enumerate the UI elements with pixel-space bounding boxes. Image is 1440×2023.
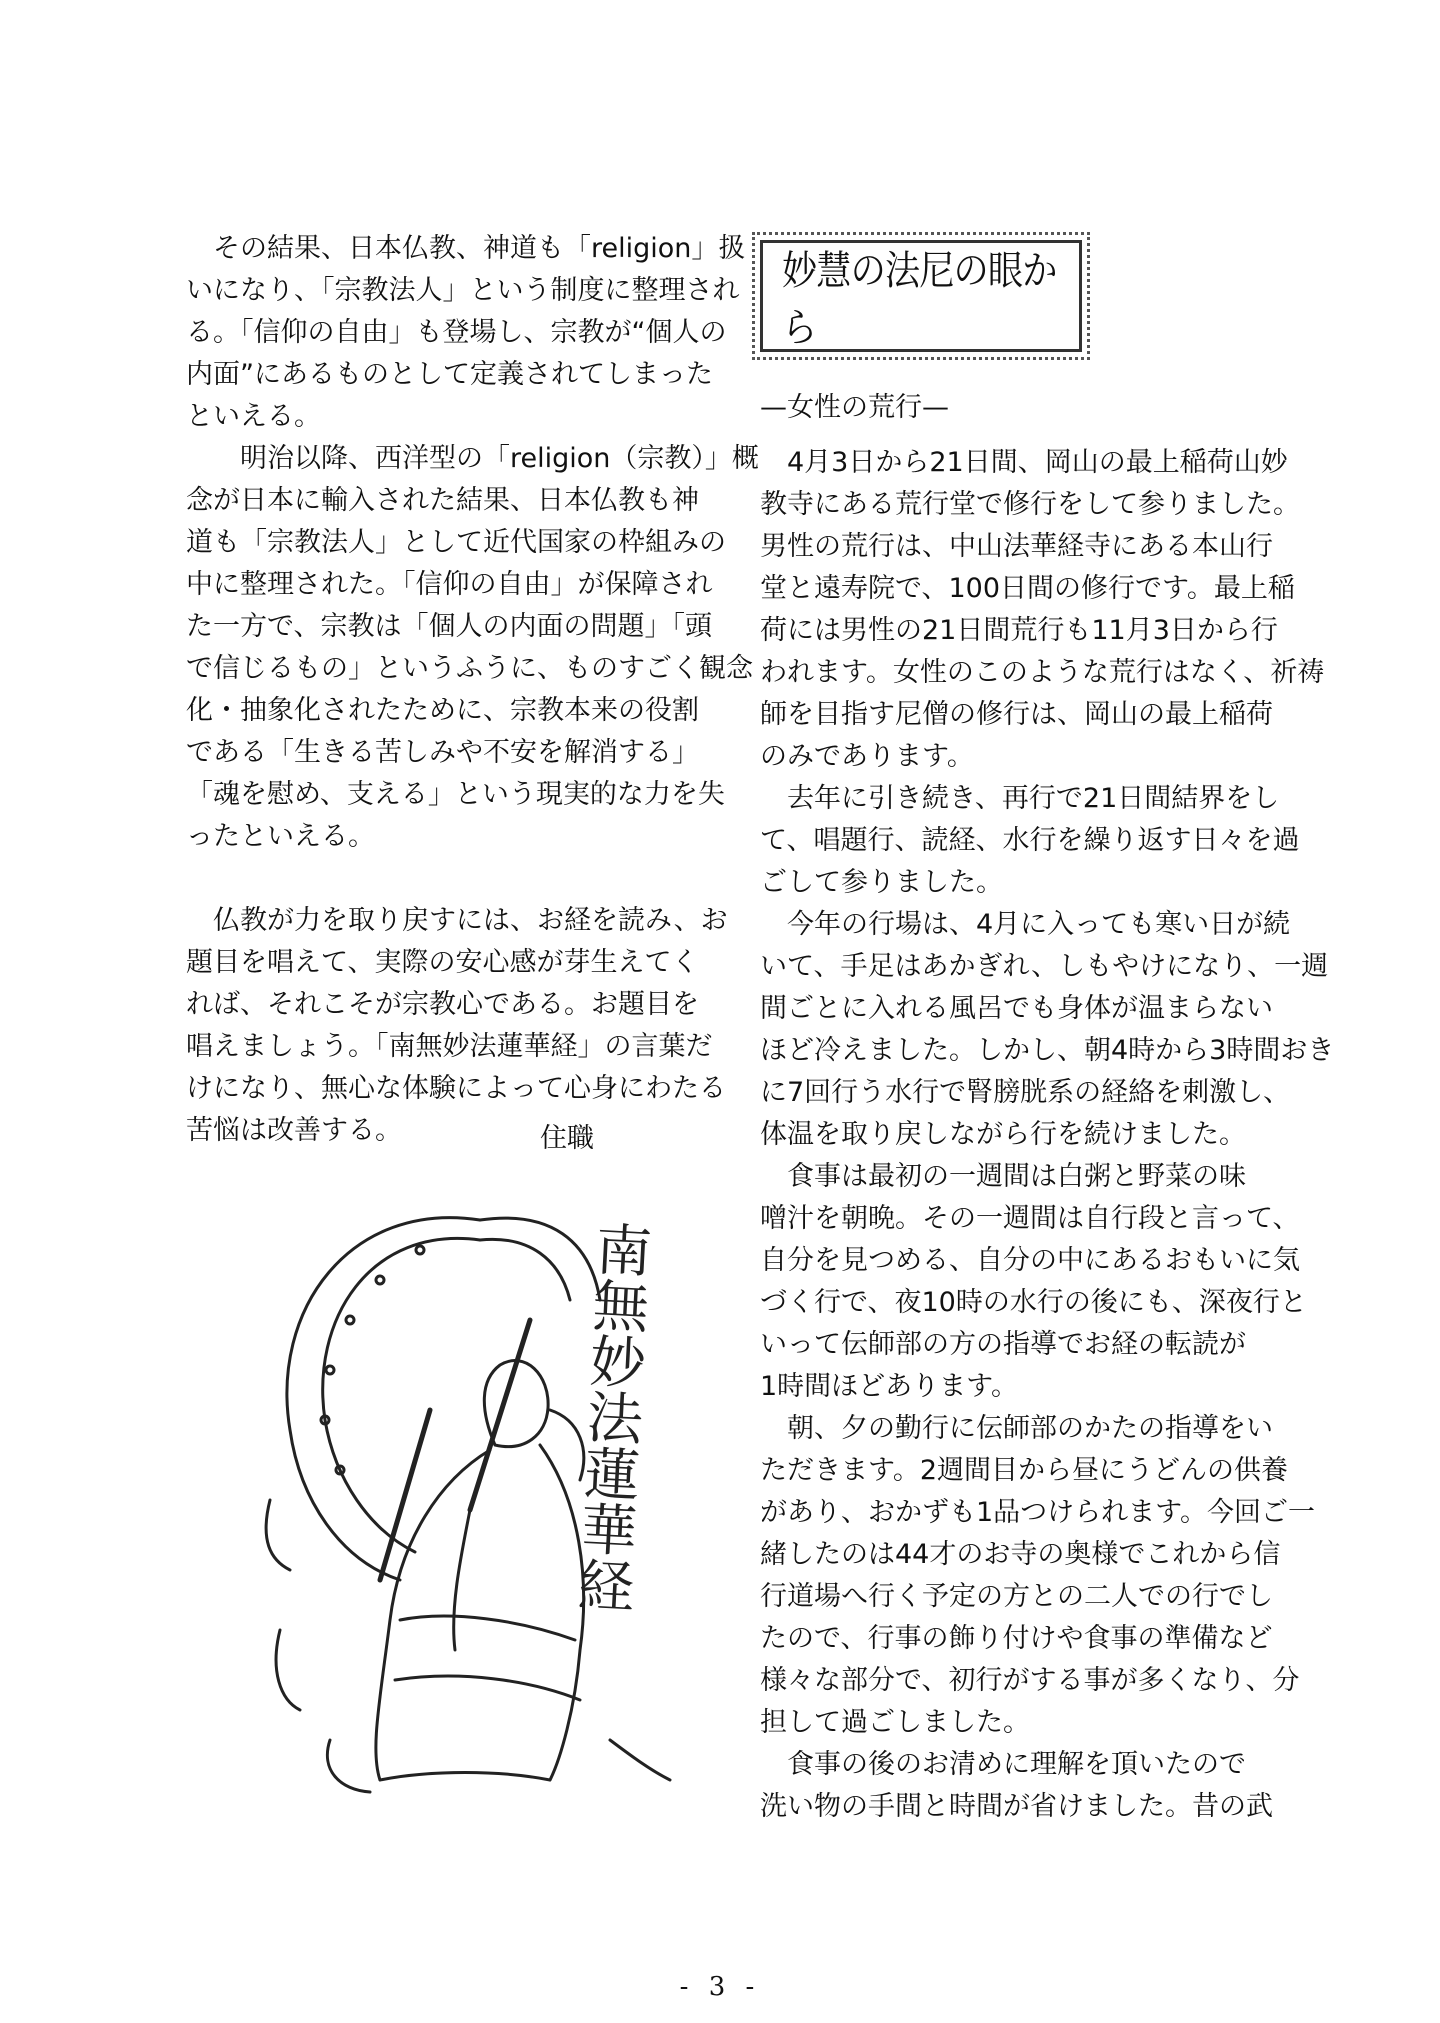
text-line: れば、それこそが宗教心である。お題目を bbox=[186, 989, 699, 1020]
text-line: 間ごとに入れる風呂でも身体が温まらない bbox=[760, 993, 1273, 1024]
text-line: 食事の後のお清めに理解を頂いたので bbox=[760, 1749, 1246, 1780]
text-line: けになり、無心な体験によって心身にわたる bbox=[186, 1073, 726, 1104]
text-line: 内面”にあるものとして定義されてしまった bbox=[186, 359, 713, 390]
text-line: 「魂を慰め、支える」という現実的な力を失 bbox=[186, 779, 725, 810]
text-line: る。「信仰の自由」も登場し、宗教が“個人の bbox=[186, 317, 727, 348]
text-line: 化・抽象化されたために、宗教本来の役割 bbox=[186, 695, 699, 726]
text-line: である「生きる苦しみや不安を解消する」 bbox=[186, 737, 699, 768]
author-signature: 住職 bbox=[540, 1123, 594, 1154]
text-line: 噌汁を朝晩。その一週間は自行段と言って、 bbox=[760, 1203, 1300, 1234]
text-line: 自分を見つめる、自分の中にあるおもいに気 bbox=[760, 1245, 1300, 1276]
text-line: 4月3日から21日間、岡山の最上稲荷山妙 bbox=[760, 447, 1288, 478]
text-line: 荷には男性の21日間荒行も11月3日から行 bbox=[760, 615, 1278, 646]
text-line: 中に整理された。「信仰の自由」が保障され bbox=[186, 569, 713, 600]
text-line: 仏教が力を取り戻すには、お経を読み、お bbox=[186, 905, 728, 936]
text-line: 男性の荒行は、中山法華経寺にある本山行 bbox=[760, 531, 1273, 562]
text-line: といえる。 bbox=[186, 401, 321, 432]
text-line: いって伝師部の方の指導でお経の転読が bbox=[760, 1329, 1246, 1360]
column-title: 妙慧の法尼の眼から bbox=[781, 248, 1057, 351]
calligraphy-namu-myoho-renge-kyo: 南無妙法蓮華経 bbox=[567, 1219, 654, 1615]
text-line: 題目を唱えて、実際の安心感が芽生えてく bbox=[186, 947, 699, 978]
text-line: ったといえる。 bbox=[186, 821, 375, 852]
text-line: われます。女性のこのような荒行はなく、祈祷 bbox=[760, 657, 1325, 688]
text-line: 唱えましょう。「南無妙法蓮華経」の言葉だ bbox=[186, 1031, 713, 1062]
text-line: があり、おかずも1品つけられます。今回ご一 bbox=[760, 1497, 1316, 1528]
text-line: のみであります。 bbox=[760, 741, 974, 772]
text-line: 今年の行場は、4月に入っても寒い日が続 bbox=[760, 909, 1291, 940]
text-line: 緒したのは44才のお寺の奥様でこれから信 bbox=[760, 1539, 1281, 1570]
text-line: 堂と遠寿院で、100日間の修行です。最上稲 bbox=[760, 573, 1295, 604]
page-number: - 3 - bbox=[679, 1972, 761, 2002]
text-line: 明治以降、西洋型の「religion（宗教）」概 bbox=[186, 443, 759, 474]
left-column bbox=[186, 228, 759, 1152]
text-line: で信じるもの」というふうに、ものすごく観念 bbox=[186, 653, 753, 684]
text-line: 朝、夕の勤行に伝師部のかたの指導をい bbox=[760, 1413, 1273, 1444]
text-line: 担して過ごしました。 bbox=[760, 1707, 1030, 1738]
text-line: いて、手足はあかぎれ、しもやけになり、一週 bbox=[760, 951, 1329, 982]
text-line: いになり、「宗教法人」という制度に整理され bbox=[186, 275, 740, 306]
text-line: 念が日本に輸入された結果、日本仏教も神 bbox=[186, 485, 699, 516]
text-line bbox=[186, 858, 726, 900]
text-line: 1時間ほどあります。 bbox=[760, 1371, 1019, 1402]
text-line: ごして参りました。 bbox=[760, 867, 1003, 898]
text-line: 道も「宗教法人」として近代国家の枠組みの bbox=[186, 527, 726, 558]
text-line: 苦悩は改善する。 bbox=[186, 1115, 402, 1146]
text-line: ただきます。2週間目から昼にうどんの供養 bbox=[760, 1455, 1289, 1486]
text-line: 師を目指す尼僧の修行は、岡山の最上稲荷 bbox=[760, 699, 1273, 730]
text-line: て、唱題行、読経、水行を繰り返す日々を過 bbox=[760, 825, 1300, 856]
text-line: 洗い物の手間と時間が省けました。昔の武 bbox=[760, 1791, 1273, 1822]
text-line: たので、行事の飾り付けや食事の準備など bbox=[760, 1623, 1273, 1654]
text-line: 体温を取り戻しながら行を続けました。 bbox=[760, 1119, 1246, 1150]
text-line: た一方で、宗教は「個人の内面の問題」「頭 bbox=[186, 611, 712, 642]
text-line: 教寺にある荒行堂で修行をして参りました。 bbox=[760, 489, 1300, 520]
text-line: づく行で、夜10時の水行の後にも、深夜行と bbox=[760, 1287, 1307, 1318]
text-line: 様々な部分で、初行がする事が多くなり、分 bbox=[760, 1665, 1300, 1696]
text-line: 食事は最初の一週間は白粥と野菜の味 bbox=[760, 1161, 1246, 1192]
text-line: 行道場へ行く予定の方との二人での行でし bbox=[760, 1581, 1273, 1612]
text-line: その結果、日本仏教、神道も「religion」扱 bbox=[186, 233, 746, 264]
right-column bbox=[760, 442, 1335, 1828]
column-subtitle: —女性の荒行— bbox=[760, 392, 949, 423]
column-title-box bbox=[760, 240, 1082, 352]
text-line: に7回行う水行で腎膀胱系の経絡を刺激し、 bbox=[760, 1077, 1291, 1108]
text-line: 去年に引き続き、再行で21日間結界をし bbox=[760, 783, 1280, 814]
text-line: ほど冷えました。しかし、朝4時から3時間おき bbox=[760, 1035, 1335, 1066]
